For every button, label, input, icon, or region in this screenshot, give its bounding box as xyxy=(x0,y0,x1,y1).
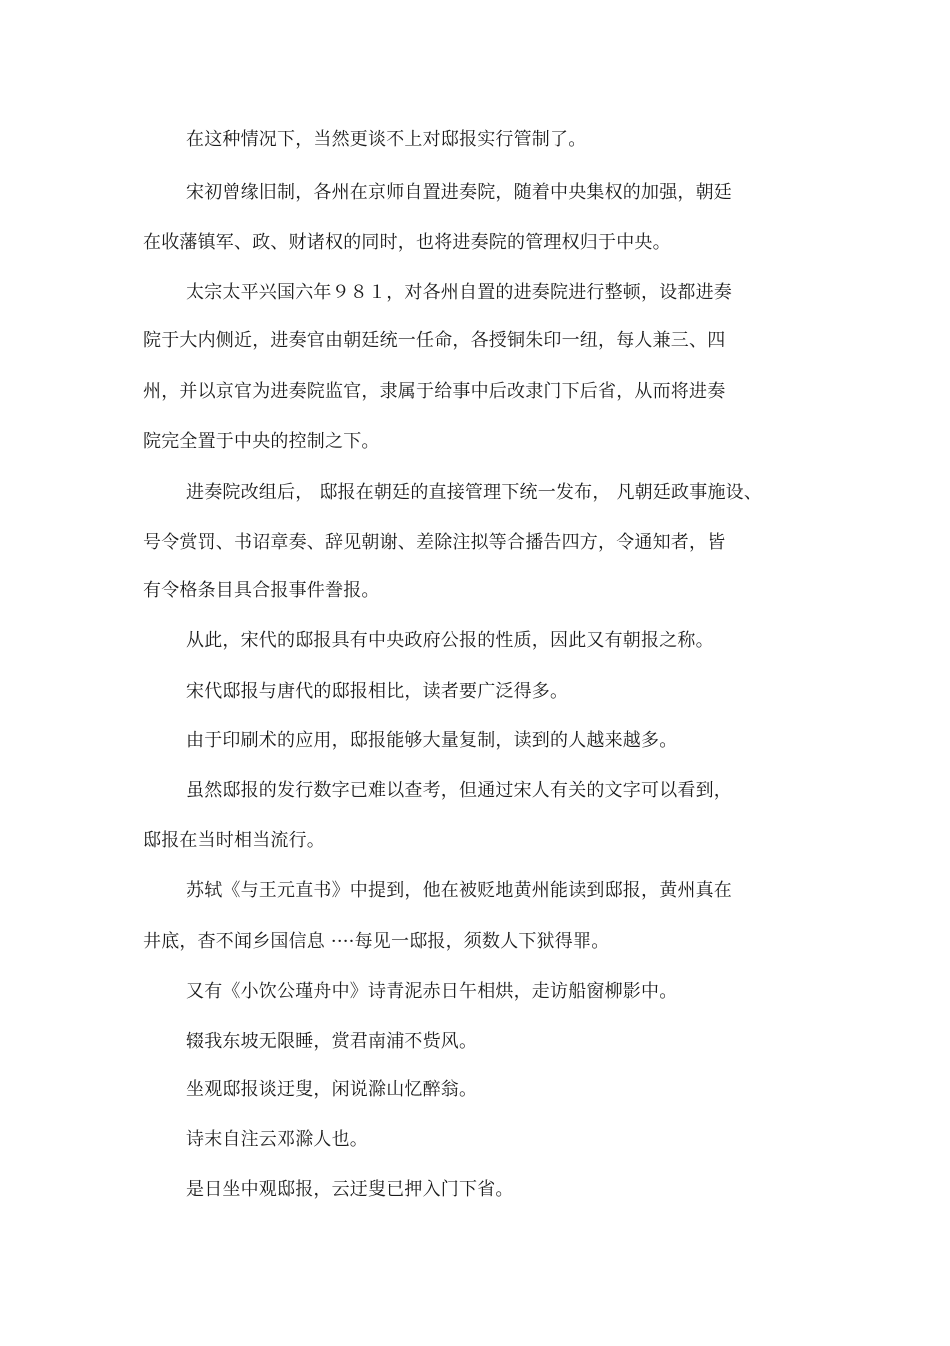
paragraph-line: 井底，杳不闻乡国信息 ····每见一邸报，须数人下狱得罪。 xyxy=(143,931,610,952)
paragraph-line: 有令格条目具合报事件誊报。 xyxy=(143,580,380,601)
paragraph-line: 苏轼《与王元直书》中提到，他在被贬地黄州能读到邸报，黄州真在 xyxy=(186,880,732,901)
paragraph-line: 院完全置于中央的控制之下。 xyxy=(143,431,380,452)
paragraph-line: 邸报在当时相当流行。 xyxy=(143,830,325,851)
paragraph-line: 号令赏罚、书诏章奏、辞见朝谢、差除注拟等合播告四方，令通知者，皆 xyxy=(143,532,726,553)
paragraph-line: 诗末自注云邓滁人也。 xyxy=(186,1129,368,1150)
paragraph-line: 辍我东坡无限睡，赏君南浦不赀风。 xyxy=(186,1031,478,1052)
paragraph-line: 在收藩镇军、政、财诸权的同时，也将进奏院的管理权归于中央。 xyxy=(143,232,671,253)
paragraph-line: 坐观邸报谈迂叟，闲说滁山忆醉翁。 xyxy=(186,1079,478,1100)
paragraph-line: 院于大内侧近，进奏官由朝廷统一任命，各授铜朱印一纽，每人兼三、四 xyxy=(143,330,726,351)
paragraph-line: 是日坐中观邸报，云迂叟已押入门下省。 xyxy=(186,1179,514,1200)
paragraph-line: 进奏院改组后， 邸报在朝廷的直接管理下统一发布， 凡朝廷政事施设、 xyxy=(186,482,763,503)
paragraph-line: 由于印刷术的应用，邸报能够大量复制，读到的人越来越多。 xyxy=(186,730,678,751)
paragraph-line: 在这种情况下，当然更谈不上对邸报实行管制了。 xyxy=(186,129,587,150)
paragraph-line: 虽然邸报的发行数字已难以查考，但通过宋人有关的文字可以看到， xyxy=(186,780,732,801)
paragraph-line: 宋初曾缘旧制，各州在京师自置进奏院，随着中央集权的加强，朝廷 xyxy=(186,182,732,203)
paragraph-line: 宋代邸报与唐代的邸报相比，读者要广泛得多。 xyxy=(186,681,569,702)
paragraph-line: 从此，宋代的邸报具有中央政府公报的性质，因此又有朝报之称。 xyxy=(186,630,714,651)
paragraph-line: 又有《小饮公瑾舟中》诗青泥赤日午相烘，走访船窗柳影中。 xyxy=(186,981,678,1002)
paragraph-line: 州，并以京官为进奏院监官，隶属于给事中后改隶门下后省，从而将进奏 xyxy=(143,381,726,402)
paragraph-line: 太宗太平兴国六年９８１，对各州自置的进奏院进行整顿，设都进奏 xyxy=(186,282,732,303)
